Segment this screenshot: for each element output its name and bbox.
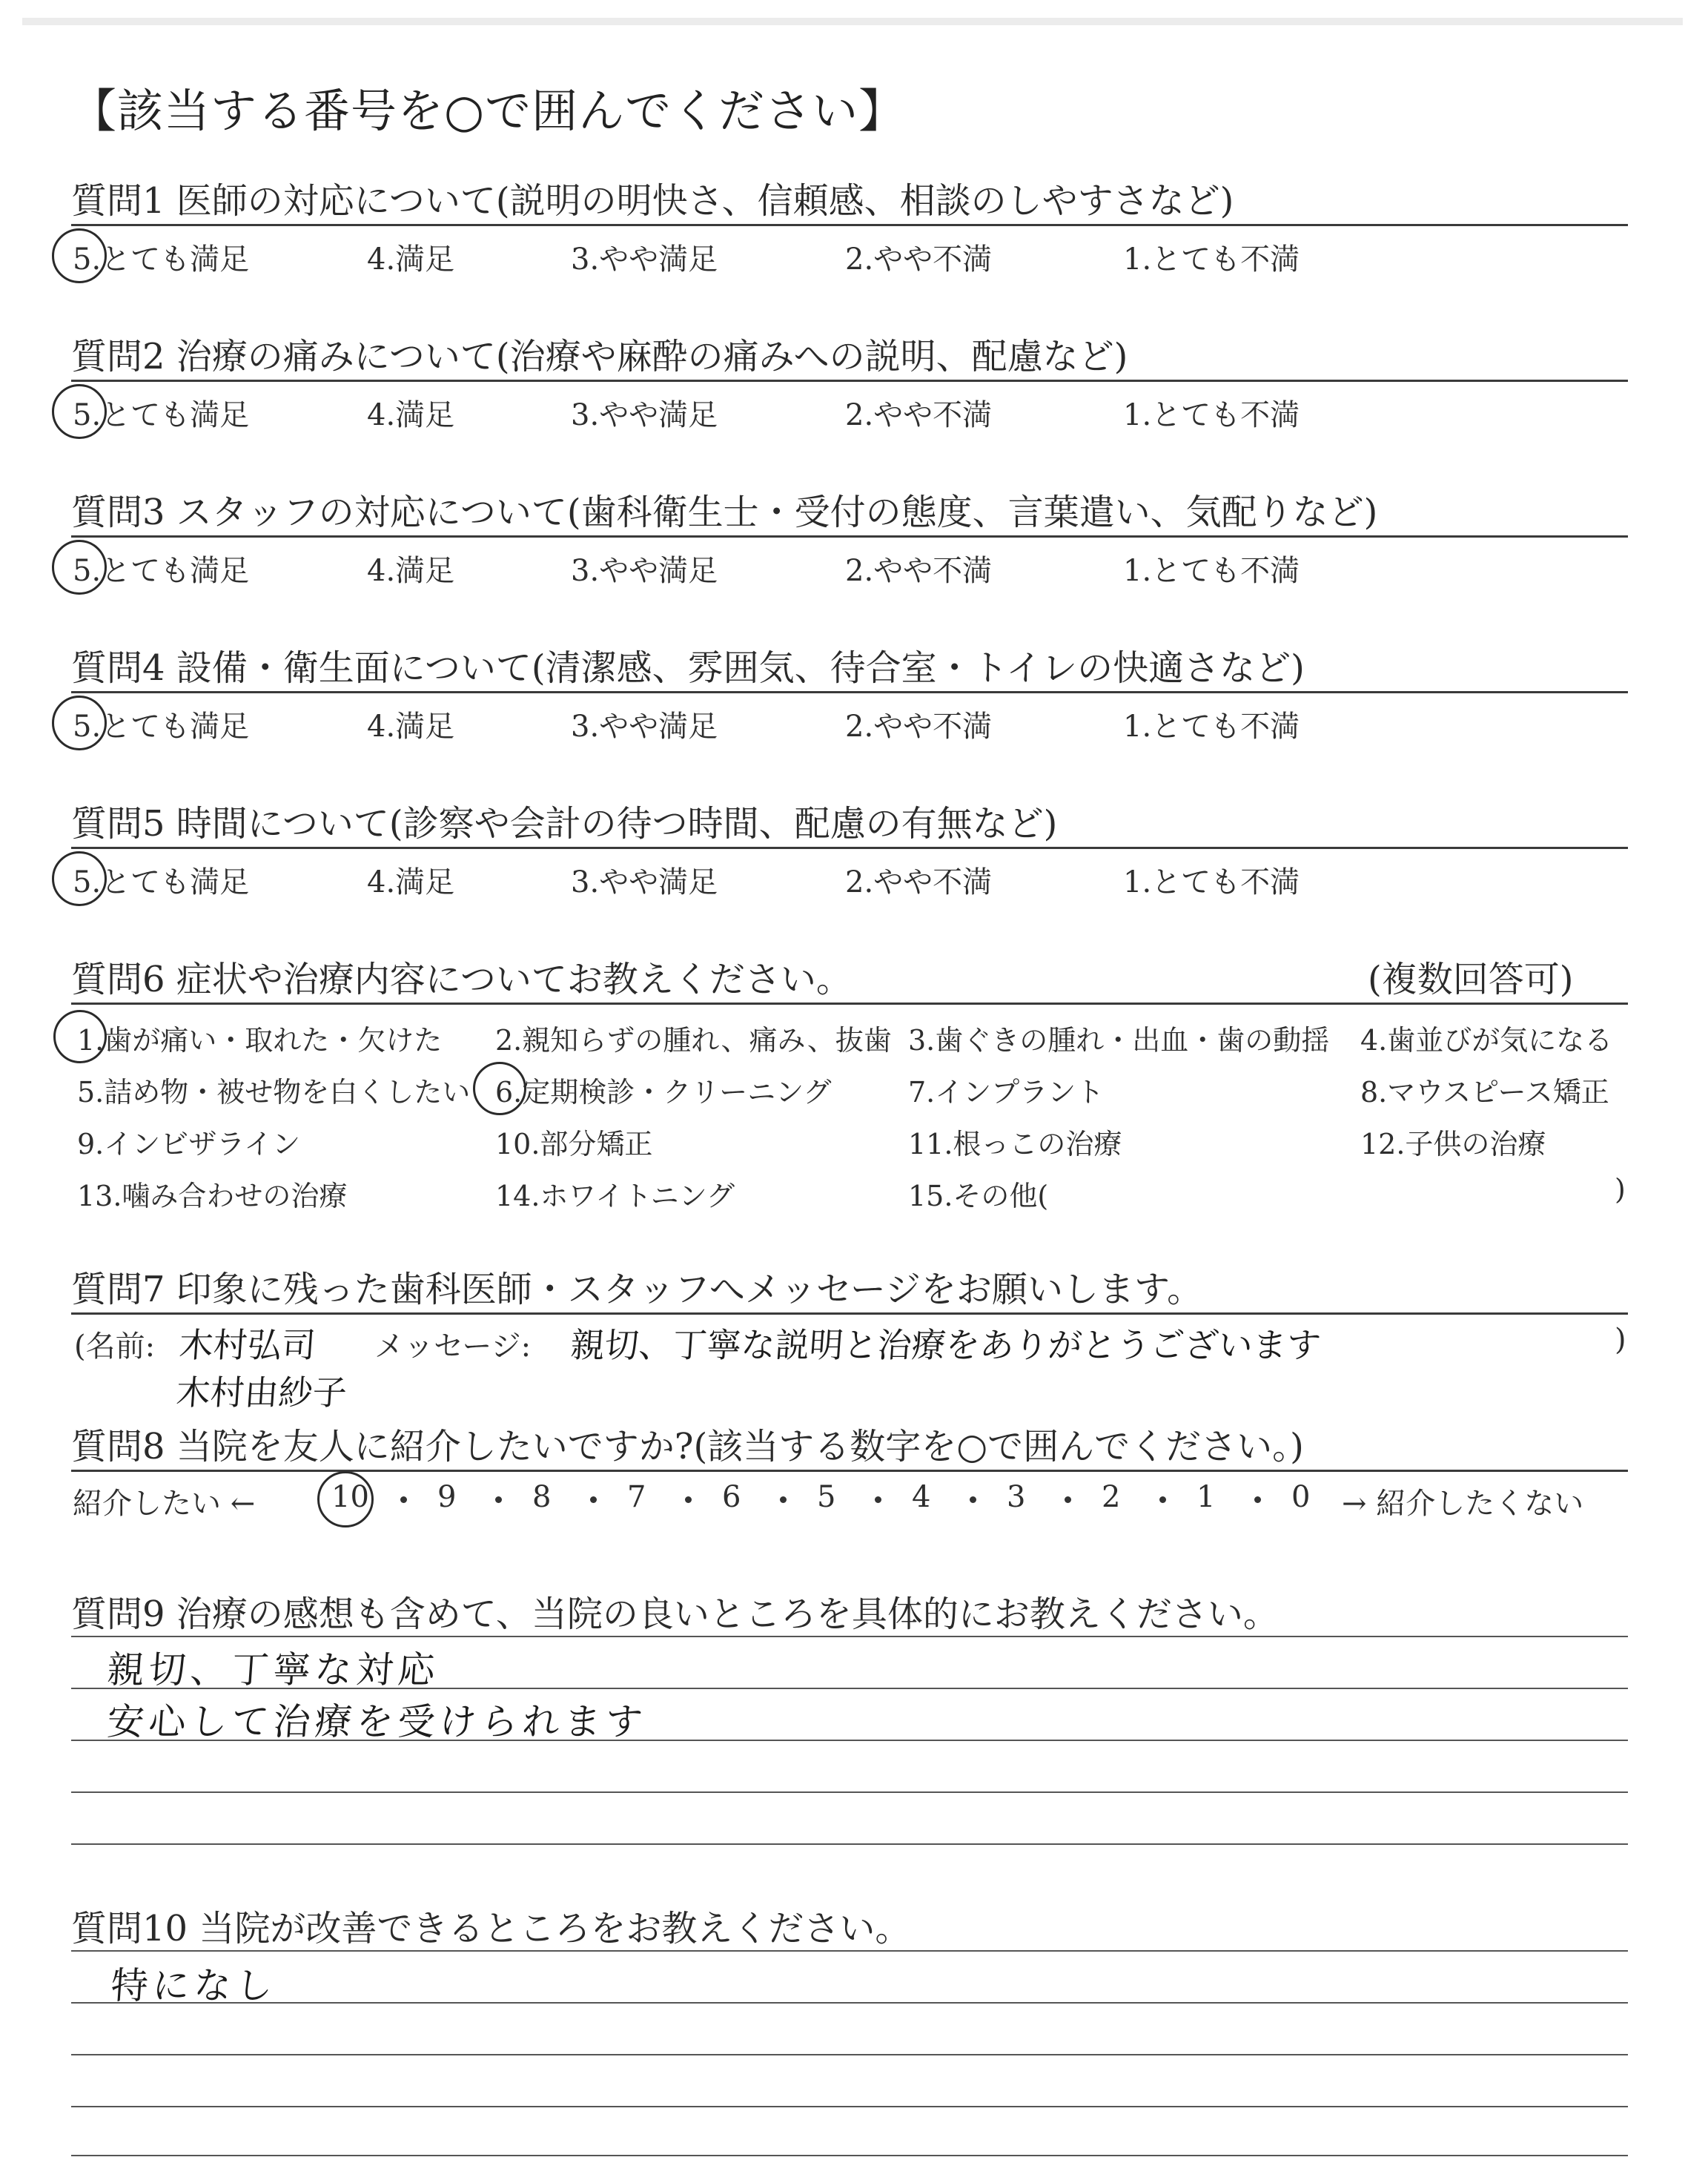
q5-option-4[interactable]: 4.満足 — [367, 865, 455, 899]
scan-top-edge — [22, 18, 1683, 25]
q5-option-5[interactable]: 5.とても満足 — [73, 865, 250, 899]
q8-scale-2[interactable]: 2 — [1102, 1480, 1121, 1514]
q3-option-5[interactable]: 5.とても満足 — [73, 554, 250, 588]
q9-answer-line-1: 親切、丁寧な対応 — [105, 1648, 441, 1691]
q6-selection-circle-1 — [53, 1010, 107, 1063]
q6-selection-circle-6 — [473, 1062, 526, 1115]
q6-choice-3[interactable]: 3.歯ぐきの腫れ・出血・歯の動揺 — [908, 1024, 1330, 1057]
q1-option-1[interactable]: 1.とても不満 — [1123, 242, 1300, 277]
q8-scale-6[interactable]: 6 — [722, 1480, 741, 1514]
scale-separator-dot — [780, 1496, 787, 1503]
q6-choice-6[interactable]: 6.定期検診・クリーニング — [495, 1076, 832, 1109]
q5-option-1[interactable]: 1.とても不満 — [1123, 865, 1300, 899]
q5-selection-circle — [52, 851, 107, 906]
question-6-rule — [71, 1003, 1628, 1005]
q6-choice-8[interactable]: 8.マウスピース矯正 — [1360, 1076, 1609, 1109]
q6-choice-2[interactable]: 2.親知らずの腫れ、痛み、抜歯 — [495, 1024, 892, 1057]
q7-name-label: (名前: — [74, 1330, 156, 1364]
question-5-rule — [71, 847, 1628, 849]
scale-separator-dot — [590, 1496, 597, 1503]
q6-choice-4[interactable]: 4.歯並びが気になる — [1360, 1024, 1613, 1057]
form-title: 【該当する番号を○で囲んでください】 — [70, 84, 906, 138]
q6-choice-11[interactable]: 11.根っこの治療 — [908, 1128, 1122, 1160]
q8-scale-5[interactable]: 5 — [817, 1480, 836, 1514]
q2-option-5[interactable]: 5.とても満足 — [73, 398, 250, 432]
q7-message: 親切、丁寧な説明と治療をありがとうございます — [569, 1325, 1323, 1365]
q7-message-label: メッセージ: — [374, 1330, 532, 1364]
q2-option-3[interactable]: 3.やや満足 — [571, 398, 718, 432]
q1-option-5[interactable]: 5.とても満足 — [73, 242, 250, 277]
q6-choice-5[interactable]: 5.詰め物・被せ物を白くしたい — [77, 1076, 471, 1109]
scale-separator-dot — [685, 1496, 692, 1503]
question-5-label: 質問5 時間について(診察や会計の待つ時間、配慮の有無など) — [71, 803, 1058, 845]
q10-answer-line — [71, 2054, 1628, 2055]
question-7-rule — [71, 1312, 1628, 1315]
q4-selection-circle — [52, 696, 107, 750]
q8-scale-0[interactable]: 0 — [1291, 1480, 1311, 1514]
question-1-rule — [71, 224, 1628, 226]
q3-option-2[interactable]: 2.やや不満 — [845, 554, 993, 588]
q2-option-2[interactable]: 2.やや不満 — [845, 398, 993, 432]
q9-answer-line — [71, 1843, 1628, 1845]
question-2-label: 質問2 治療の痛みについて(治療や麻酔の痛みへの説明、配慮など) — [71, 336, 1128, 377]
q6-choice-10[interactable]: 10.部分矯正 — [495, 1128, 653, 1160]
q3-option-1[interactable]: 1.とても不満 — [1123, 554, 1300, 588]
question-8-label: 質問8 当院を友人に紹介したいですか?(該当する数字を○で囲んでください。) — [71, 1426, 1304, 1467]
q8-scale-3[interactable]: 3 — [1007, 1480, 1026, 1514]
q9-answer-line — [71, 1791, 1628, 1793]
question-3-rule — [71, 535, 1628, 538]
question-10-label: 質問10 当院が改善できるところをお教えください。 — [71, 1908, 911, 1949]
q6-choice-12[interactable]: 12.子供の治療 — [1360, 1128, 1546, 1160]
q7-close-paren: ) — [1615, 1323, 1626, 1357]
q8-scale-1[interactable]: 1 — [1196, 1480, 1216, 1514]
scale-separator-dot — [400, 1496, 407, 1503]
q10-answer-line-1: 特になし — [109, 1964, 279, 2007]
q8-selection-circle — [317, 1471, 374, 1527]
q6-choice-7[interactable]: 7.インプラント — [908, 1076, 1105, 1109]
q5-option-2[interactable]: 2.やや不満 — [845, 865, 993, 899]
q6-choice-13[interactable]: 13.噛み合わせの治療 — [77, 1180, 348, 1212]
q6-other-close-paren: ) — [1615, 1173, 1626, 1206]
q8-scale-9[interactable]: 9 — [437, 1480, 457, 1514]
q1-option-2[interactable]: 2.やや不満 — [845, 242, 993, 277]
q8-scale-4[interactable]: 4 — [912, 1480, 931, 1514]
q2-selection-circle — [52, 384, 107, 439]
question-8-rule — [71, 1470, 1628, 1472]
q7-name-1: 木村弘司 — [177, 1325, 317, 1365]
question-6-label: 質問6 症状や治療内容についてお教えください。 — [71, 959, 852, 1000]
question-9-label: 質問9 治療の感想も含めて、当院の良いところを具体的にお教えください。 — [71, 1593, 1279, 1635]
q3-selection-circle — [52, 540, 107, 595]
q10-answer-line — [71, 2106, 1628, 2107]
question-7-label: 質問7 印象に残った歯科医師・スタッフへメッセージをお願いします。 — [71, 1269, 1203, 1310]
q10-answer-line — [71, 2155, 1628, 2156]
q9-answer-line-2: 安心して治療を受けられます — [105, 1700, 649, 1743]
question-1-label: 質問1 医師の対応について(説明の明快さ、信頼感、相談のしやすさなど) — [71, 180, 1234, 222]
question-2-rule — [71, 380, 1628, 382]
q4-option-4[interactable]: 4.満足 — [367, 710, 455, 744]
scale-separator-dot — [875, 1496, 881, 1503]
q5-option-3[interactable]: 3.やや満足 — [571, 865, 718, 899]
q6-choice-15[interactable]: 15.その他( — [908, 1180, 1049, 1212]
q4-option-5[interactable]: 5.とても満足 — [73, 710, 250, 744]
q1-option-3[interactable]: 3.やや満足 — [571, 242, 718, 277]
q4-option-1[interactable]: 1.とても不満 — [1123, 710, 1300, 744]
scale-separator-dot — [970, 1496, 976, 1503]
question-4-label: 質問4 設備・衛生面について(清潔感、雰囲気、待合室・トイレの快適さなど) — [71, 647, 1305, 689]
q3-option-3[interactable]: 3.やや満足 — [571, 554, 718, 588]
q2-option-4[interactable]: 4.満足 — [367, 398, 455, 432]
q6-choice-14[interactable]: 14.ホワイトニング — [495, 1180, 735, 1212]
q7-name-2: 木村由紗子 — [174, 1373, 348, 1413]
question-4-rule — [71, 691, 1628, 693]
q1-option-4[interactable]: 4.満足 — [367, 242, 455, 277]
scale-separator-dot — [1159, 1496, 1166, 1503]
q8-scale-7[interactable]: 7 — [627, 1480, 646, 1514]
q10-answer-line — [71, 1950, 1628, 1952]
q2-option-1[interactable]: 1.とても不満 — [1123, 398, 1300, 432]
scale-separator-dot — [1065, 1496, 1071, 1503]
q8-left-label: 紹介したい ← — [73, 1487, 256, 1521]
scale-separator-dot — [495, 1496, 502, 1503]
question-3-label: 質問3 スタッフの対応について(歯科衛生士・受付の態度、言葉遣い、気配りなど) — [71, 492, 1378, 533]
q1-selection-circle — [52, 228, 107, 283]
q4-option-3[interactable]: 3.やや満足 — [571, 710, 718, 744]
q3-option-4[interactable]: 4.満足 — [367, 554, 455, 588]
q8-right-label: → 紹介したくない — [1342, 1487, 1584, 1521]
scale-separator-dot — [1254, 1496, 1261, 1503]
q6-choice-1[interactable]: 1.歯が痛い・取れた・欠けた — [77, 1024, 443, 1057]
q10-answer-line — [71, 2002, 1628, 2004]
q6-choice-9[interactable]: 9.インビザライン — [77, 1128, 301, 1160]
question-6-note: (複数回答可) — [1368, 959, 1574, 1000]
q8-scale-10[interactable]: 10 — [331, 1480, 369, 1514]
q4-option-2[interactable]: 2.やや不満 — [845, 710, 993, 744]
q8-scale-8[interactable]: 8 — [532, 1480, 552, 1514]
q9-answer-line — [71, 1636, 1628, 1637]
